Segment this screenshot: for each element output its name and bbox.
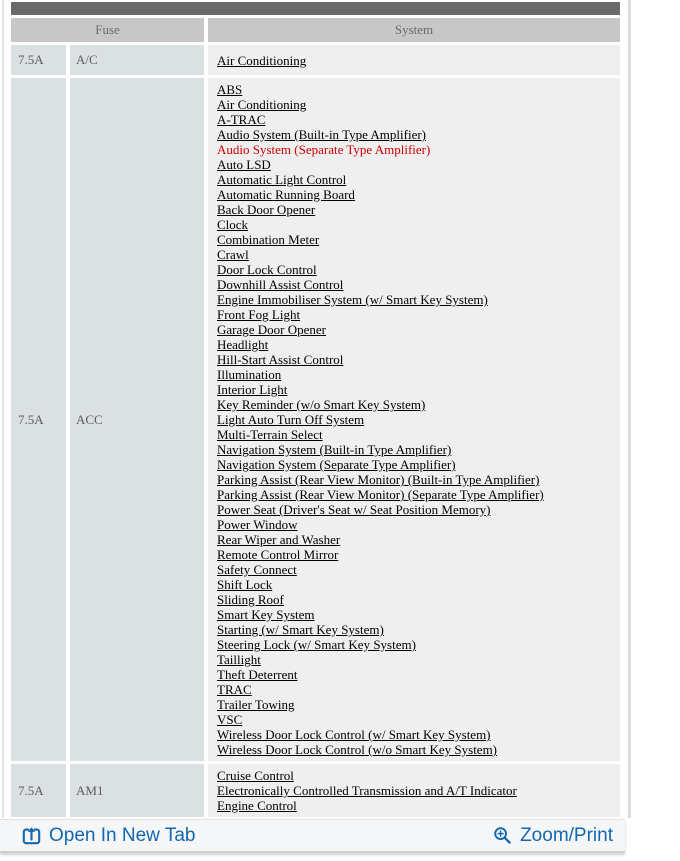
system-list-item bbox=[217, 53, 612, 68]
system-list-item bbox=[217, 712, 612, 727]
system-link[interactable]: Interior Light bbox=[217, 382, 288, 397]
viewer-toolbar bbox=[0, 819, 625, 853]
system-list-item bbox=[217, 322, 612, 337]
column-header-system: System bbox=[208, 18, 620, 42]
system-list-item bbox=[217, 783, 612, 798]
system-list-item bbox=[217, 232, 612, 247]
panel-left-border bbox=[2, 0, 4, 818]
system-list-item bbox=[217, 382, 612, 397]
table-row bbox=[11, 764, 620, 817]
open-in-new-tab-button[interactable] bbox=[22, 825, 195, 847]
system-link[interactable]: Rear Wiper and Washer bbox=[217, 532, 341, 547]
system-list-item bbox=[217, 337, 612, 352]
system-link[interactable]: Audio System (Built-in Type Amplifier) bbox=[217, 127, 427, 142]
system-list-item bbox=[217, 532, 612, 547]
system-link[interactable]: Illumination bbox=[217, 367, 282, 382]
system-list-item bbox=[217, 397, 612, 412]
zoom-in-magnifier-icon bbox=[493, 826, 512, 845]
table-row bbox=[11, 78, 620, 761]
system-list-item bbox=[217, 742, 612, 757]
system-link[interactable]: ABS bbox=[217, 82, 243, 97]
system-link[interactable]: Front Fog Light bbox=[217, 307, 301, 322]
system-link[interactable]: Sliding Roof bbox=[217, 592, 284, 607]
system-list-item bbox=[217, 622, 612, 637]
system-list-item bbox=[217, 547, 612, 562]
system-list-item bbox=[217, 517, 612, 532]
system-item-current: Audio System (Separate Type Amplifier) bbox=[217, 142, 431, 157]
system-list-item bbox=[217, 592, 612, 607]
system-list-item bbox=[217, 217, 612, 232]
system-list-item bbox=[217, 172, 612, 187]
system-link[interactable]: Light Auto Turn Off System bbox=[217, 412, 365, 427]
system-link[interactable]: TRAC bbox=[217, 682, 252, 697]
system-list-item bbox=[217, 127, 612, 142]
column-header-fuse: Fuse bbox=[11, 18, 204, 42]
fuse-table-body bbox=[11, 45, 620, 817]
system-link[interactable]: Parking Assist (Rear View Monitor) (Separate Type Amplifier) bbox=[217, 487, 544, 502]
system-list-item bbox=[217, 412, 612, 427]
system-link[interactable]: Taillight bbox=[217, 652, 261, 667]
system-link[interactable]: Hill-Start Assist Control bbox=[217, 352, 344, 367]
system-link[interactable]: Crawl bbox=[217, 247, 249, 262]
table-header-row bbox=[11, 18, 620, 42]
scrollbar-track[interactable] bbox=[628, 0, 631, 818]
system-list-item bbox=[217, 667, 612, 682]
system-link[interactable]: Clock bbox=[217, 217, 249, 232]
zoom-print-button[interactable] bbox=[493, 825, 613, 847]
system-link[interactable]: Automatic Running Board bbox=[217, 187, 355, 202]
system-list bbox=[208, 764, 620, 817]
fuse-name-cell: AM1 bbox=[70, 764, 204, 817]
zoom-print-label: Zoom/Print bbox=[520, 824, 613, 846]
system-link[interactable]: Engine Immobiliser System (w/ Smart Key System) bbox=[217, 292, 488, 307]
system-link[interactable]: Smart Key System bbox=[217, 607, 315, 622]
system-link[interactable]: Downhill Assist Control bbox=[217, 277, 344, 292]
system-list-item bbox=[217, 262, 612, 277]
open-in-new-tab-icon bbox=[22, 826, 41, 845]
system-list-item bbox=[217, 502, 612, 517]
fuse-amp-cell: 7.5A bbox=[11, 78, 66, 761]
system-link[interactable]: Power Window bbox=[217, 517, 298, 532]
system-link[interactable]: Starting (w/ Smart Key System) bbox=[217, 622, 384, 637]
system-link[interactable]: Wireless Door Lock Control (w/o Smart Key System) bbox=[217, 742, 498, 757]
system-list-item bbox=[217, 637, 612, 652]
system-list-item bbox=[217, 727, 612, 742]
system-link[interactable]: Garage Door Opener bbox=[217, 322, 327, 337]
system-list-item bbox=[217, 82, 612, 97]
system-list-item bbox=[217, 97, 612, 112]
system-link[interactable]: Wireless Door Lock Control (w/ Smart Key System) bbox=[217, 727, 491, 742]
system-link[interactable]: A-TRAC bbox=[217, 112, 266, 127]
system-link[interactable]: VSC bbox=[217, 712, 243, 727]
system-link[interactable]: Theft Deterrent bbox=[217, 667, 298, 682]
system-list-item bbox=[217, 142, 612, 157]
system-list-item bbox=[217, 187, 612, 202]
system-link[interactable]: Back Door Opener bbox=[217, 202, 316, 217]
fuse-name-cell: ACC bbox=[70, 78, 204, 761]
system-link[interactable]: Trailer Towing bbox=[217, 697, 295, 712]
system-link[interactable]: Combination Meter bbox=[217, 232, 320, 247]
system-link[interactable]: Navigation System (Separate Type Amplifier) bbox=[217, 457, 456, 472]
system-link[interactable]: Power Seat (Driver's Seat w/ Seat Position Memory) bbox=[217, 502, 491, 517]
system-link[interactable]: Automatic Light Control bbox=[217, 172, 347, 187]
system-list-item bbox=[217, 697, 612, 712]
system-list-item bbox=[217, 202, 612, 217]
system-list-item bbox=[217, 682, 612, 697]
system-list bbox=[208, 78, 620, 761]
system-link[interactable]: Parking Assist (Rear View Monitor) (Built-in Type Amplifier) bbox=[217, 472, 540, 487]
system-list-item bbox=[217, 307, 612, 322]
system-link[interactable]: Navigation System (Built-in Type Amplifier) bbox=[217, 442, 452, 457]
system-list-item bbox=[217, 442, 612, 457]
system-list-item bbox=[217, 277, 612, 292]
fuse-table-panel bbox=[11, 2, 620, 820]
system-link[interactable]: Steering Lock (w/ Smart Key System) bbox=[217, 637, 416, 652]
system-list-item bbox=[217, 652, 612, 667]
system-link[interactable]: Cruise Control bbox=[217, 768, 294, 783]
system-list-item bbox=[217, 247, 612, 262]
open-in-new-tab-label: Open In New Tab bbox=[49, 824, 196, 846]
system-list-item bbox=[217, 607, 612, 622]
system-list-item bbox=[217, 352, 612, 367]
system-list-item bbox=[217, 157, 612, 172]
system-list bbox=[208, 45, 620, 75]
fuse-amp-cell: 7.5A bbox=[11, 45, 66, 75]
system-link[interactable]: Shift Lock bbox=[217, 577, 273, 592]
system-list-item bbox=[217, 798, 612, 813]
system-list-item bbox=[217, 457, 612, 472]
system-list-item bbox=[217, 367, 612, 382]
fuse-name-cell: A/C bbox=[70, 45, 204, 75]
system-link[interactable]: Multi-Terrain Select bbox=[217, 427, 323, 442]
system-link[interactable]: Engine Control bbox=[217, 798, 297, 813]
system-list-item bbox=[217, 472, 612, 487]
system-link[interactable]: Air Conditioning bbox=[217, 97, 307, 112]
system-link[interactable]: Door Lock Control bbox=[217, 262, 317, 277]
system-link[interactable]: Key Reminder (w/o Smart Key System) bbox=[217, 397, 426, 412]
fuse-amp-cell: 7.5A bbox=[11, 764, 66, 817]
system-link[interactable]: Safety Connect bbox=[217, 562, 297, 577]
system-link[interactable]: Remote Control Mirror bbox=[217, 547, 339, 562]
system-list-item bbox=[217, 292, 612, 307]
system-list-item bbox=[217, 427, 612, 442]
system-list-item bbox=[217, 487, 612, 502]
system-link[interactable]: Headlight bbox=[217, 337, 269, 352]
table-top-bar bbox=[11, 2, 620, 15]
system-list-item bbox=[217, 577, 612, 592]
system-list-item bbox=[217, 562, 612, 577]
system-link[interactable]: Air Conditioning bbox=[217, 52, 307, 68]
table-row bbox=[11, 45, 620, 75]
system-link[interactable]: Auto LSD bbox=[217, 157, 271, 172]
system-list-item bbox=[217, 112, 612, 127]
system-list-item bbox=[217, 768, 612, 783]
system-link[interactable]: Electronically Controlled Transmission and A/T Indicator bbox=[217, 783, 517, 798]
